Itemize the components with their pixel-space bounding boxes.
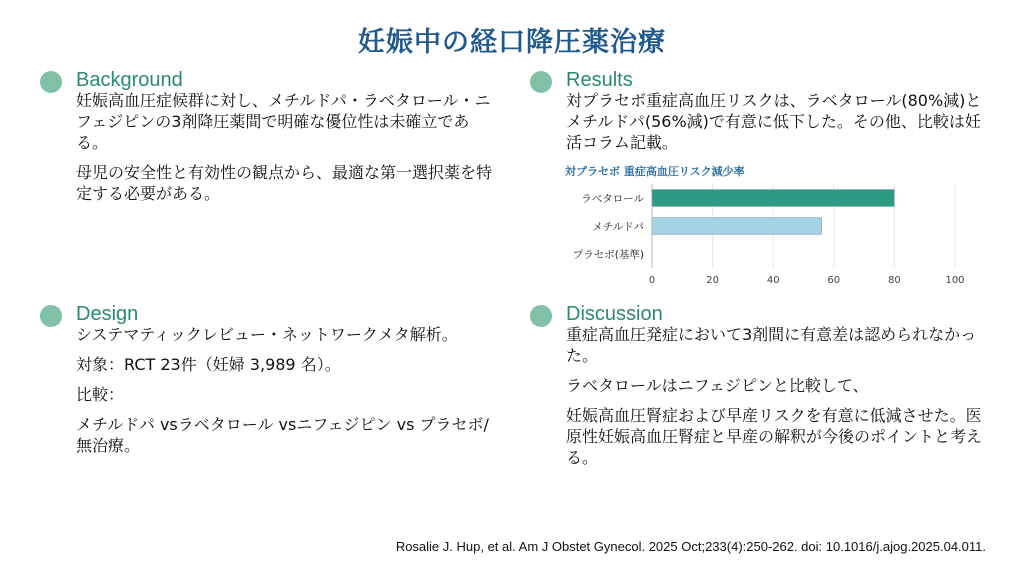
x-tick-label: 100 bbox=[945, 275, 965, 286]
slide-title: 妊娠中の経口降圧薬治療 bbox=[358, 27, 666, 58]
results-heading: Results bbox=[566, 69, 633, 91]
section-bullet-icon bbox=[530, 305, 552, 327]
risk-reduction-chart bbox=[560, 160, 980, 295]
background-paragraph: 母児の安全性と有効性の観点から、最適な第一選択薬を特定する必要がある。 bbox=[76, 163, 493, 203]
section-bullet-icon bbox=[40, 305, 62, 327]
background-body bbox=[76, 90, 496, 213]
design-paragraph: メチルドパ vsラベタロール vsニフェジピン vs プラセボ/無治療。 bbox=[76, 415, 489, 455]
background-heading: Background bbox=[76, 69, 183, 91]
citation: Rosalie J. Hup, et al. Am J Obstet Gynecol. 2025 Oct;233(4):250-262. doi: 10.1016/j.ajog.2025.04.011. bbox=[395, 539, 986, 554]
discussion-paragraph: ラベタロールはニフェジピンと比較して、 bbox=[566, 376, 869, 395]
category-label: メチルドパ bbox=[592, 221, 644, 233]
results-body bbox=[566, 90, 986, 162]
category-label: プラセボ(基準) bbox=[572, 249, 644, 261]
x-tick-label: 80 bbox=[888, 275, 901, 286]
discussion-heading: Discussion bbox=[566, 303, 663, 325]
discussion-paragraph: 妊娠高血圧腎症および早産リスクを有意に低減させた。医原性妊娠高血圧腎症と早産の解釈が今後のポイントと考える。 bbox=[566, 406, 983, 467]
x-tick-label: 40 bbox=[766, 275, 780, 286]
discussion-body bbox=[566, 324, 986, 477]
design-paragraph: 対象：RCT 23件（妊婦 3,989 名）。 bbox=[76, 355, 341, 374]
background-paragraph: 妊娠高血圧症候群に対し、メチルドパ・ラベタロール・ニフェジピンの3剤降圧薬間で明確な優位性は未確立である。 bbox=[76, 91, 491, 152]
chart-bar bbox=[652, 218, 822, 235]
results-paragraph: 対プラセボ重症高血圧リスクは、ラベタロール(80%減)とメチルドパ(56%減)で有意に低下した。その他、比較は妊活コラム記載。 bbox=[566, 91, 982, 152]
chart-svg bbox=[560, 160, 980, 295]
section-bullet-icon bbox=[40, 71, 62, 93]
x-tick-label: 0 bbox=[648, 275, 656, 286]
category-label: ラベタロール bbox=[581, 193, 644, 205]
design-paragraph: 比較： bbox=[76, 385, 125, 404]
chart-bar bbox=[652, 190, 894, 207]
x-tick-label: 20 bbox=[706, 275, 719, 286]
section-bullet-icon bbox=[530, 71, 552, 93]
design-heading: Design bbox=[76, 303, 139, 325]
chart-title: 対プラセボ 重症高血圧リスク減少率 bbox=[565, 165, 745, 178]
design-body bbox=[76, 324, 496, 465]
discussion-paragraph: 重症高血圧発症において3剤間に有意差は認められなかった。 bbox=[566, 325, 977, 365]
design-paragraph: システマティックレビュー・ネットワークメタ解析。 bbox=[76, 325, 458, 344]
x-tick-label: 60 bbox=[827, 275, 841, 286]
